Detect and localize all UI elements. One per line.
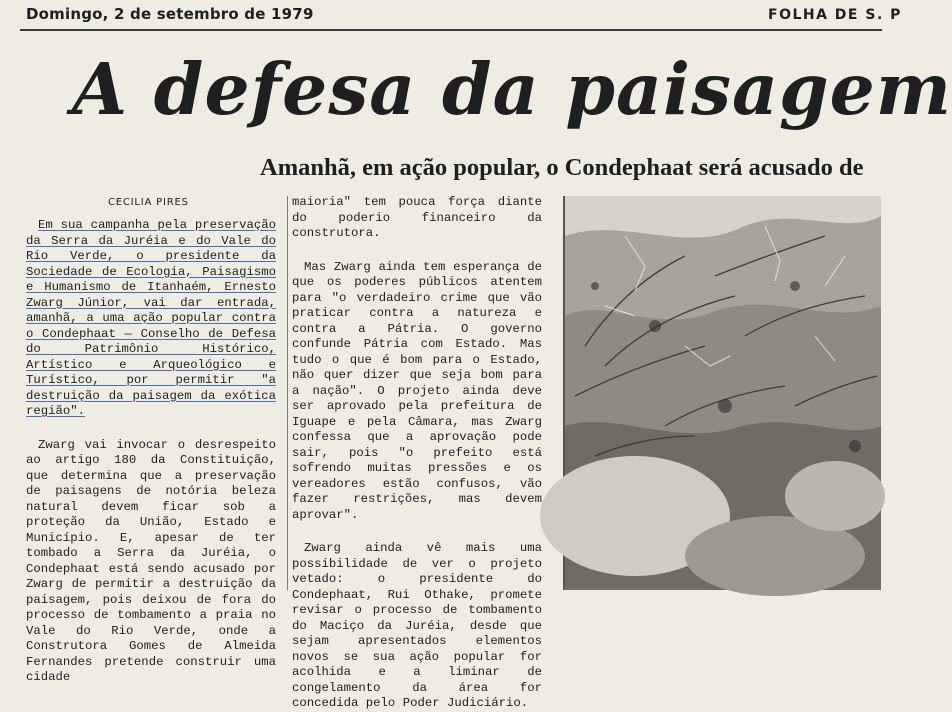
- article-column-1: [26, 218, 276, 684]
- newspaper-name: FOLHA DE S. P: [768, 7, 902, 23]
- paragraph: Zwarg ainda vê mais uma possibilidade de ver o projeto vetado: o presidente do Condephaat, Rui Othake, promete revisar o processo de tombamento do Maciço da Juréia, desde que sejam apresentados elementos novos se sua ação popular for acolhida e a liminar de congelamento da área for concedida pelo Poder Judiciário.: [292, 541, 542, 710]
- byline: CECILIA PIRES: [108, 197, 189, 208]
- subheadline: Amanhã, em ação popular, o Condephaat será acusado de: [260, 154, 864, 181]
- paragraph: maioria" tem pouca força diante do poderio financeiro da construtora.: [292, 195, 542, 240]
- header-rule: [20, 29, 882, 31]
- paragraph: Em sua campanha pela preservação da Serra da Juréia e do Vale do Rio Verde, o presidente da Sociedade de Ecologia, Paisagismo e Humanismo de Itanhaém, Ernesto Zwarg Júnior, vai dar entrada, amanhã, a uma ação popular contra o Condephaat — Conselho de Defesa do Patrimônio Histórico, Artístico e Arqueológico e Turístico, por permitir "a destruição da paisagem da exótica região".: [26, 218, 276, 418]
- landscape-photo: [563, 196, 881, 590]
- paragraph: Mas Zwarg ainda tem esperança de que os poderes públicos atentem para "o verdadeiro crime que vão praticar contra a natureza e contra a Pátria. O governo confunde Pátria com Estado. Mas tudo o que é bom para o Estado, não quer dizer que seja bom para a nação". O projeto ainda deve ser aprovado pela prefeitura de Iguape e pela Câmara, mas Zwarg confessa que a aprovação pode sair, pois "o prefeito está sofrendo muitas pressões e os vereadores estão confusos, vão fazer restrições, mas devem aprovar".: [292, 259, 542, 522]
- article-column-2: [292, 195, 542, 710]
- vegetation-photo-illustration: [565, 196, 881, 590]
- headline: A defesa da paisagem: [72, 47, 952, 131]
- paragraph: Zwarg vai invocar o desrespeito ao artigo 180 da Constituição, que determina que a preservação de paisagens de notória beleza natural devem ficar sob a proteção da União, Estado e Município. E, apesar de ter tombado a Serra da Juréia, o Condephaat está sendo acusado por Zwarg de permitir a destruição da paisagem, pois deixou de fora do processo de tombamento a praia no Vale do Rio Verde, onde a Construtora Gomes de Almeida Fernandes pretende construir uma cidade: [26, 437, 276, 684]
- column-divider: [287, 196, 288, 590]
- publication-date: Domingo, 2 de setembro de 1979: [26, 5, 314, 23]
